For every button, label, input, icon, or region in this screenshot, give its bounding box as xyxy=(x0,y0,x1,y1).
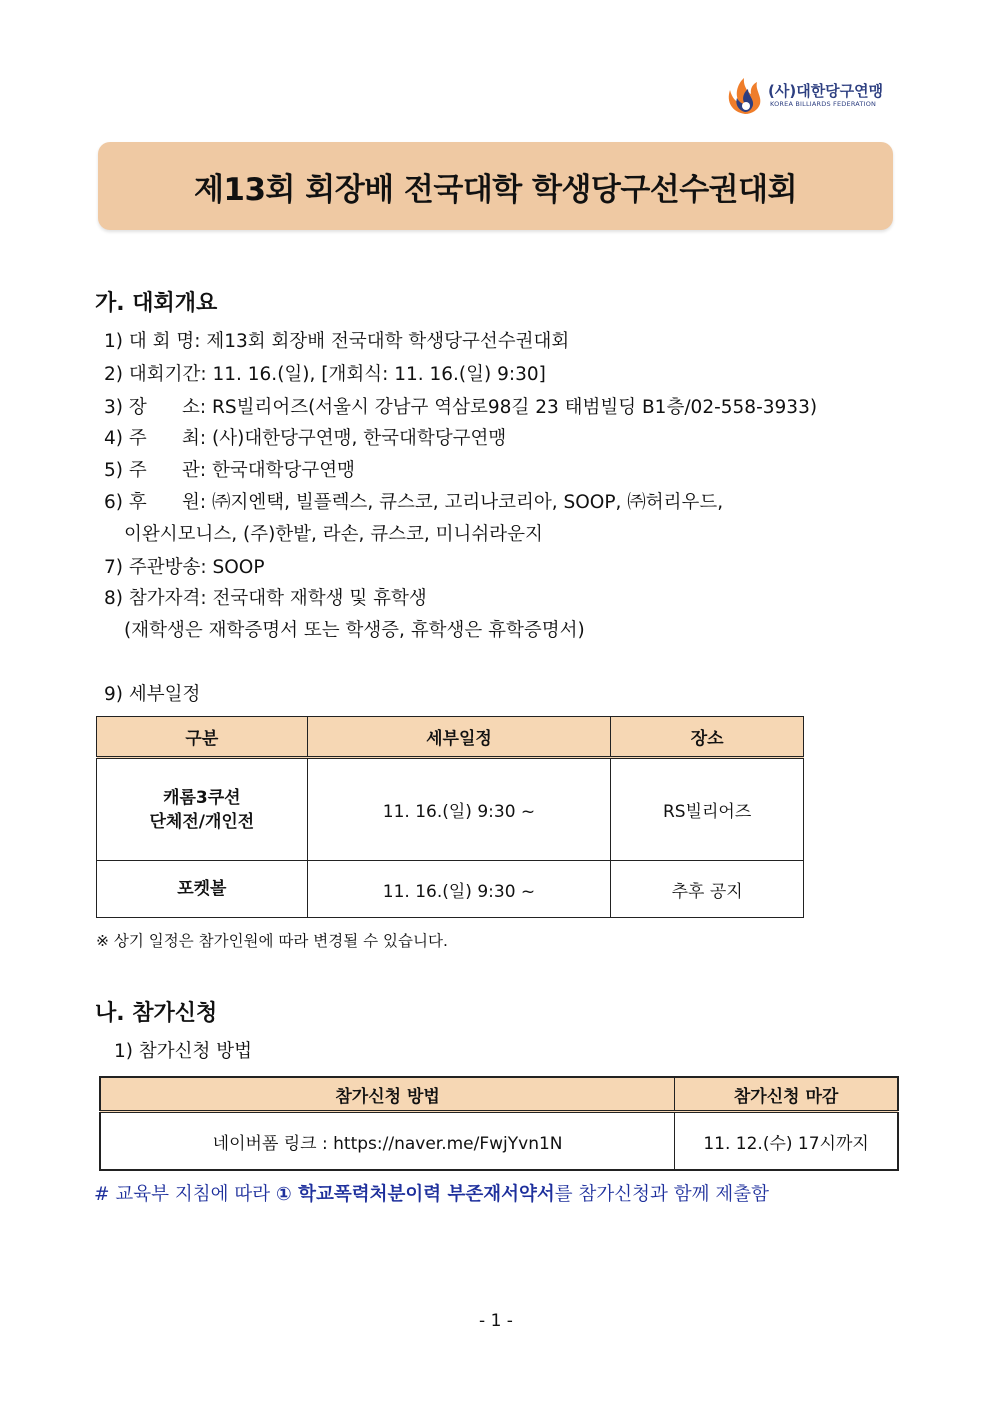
category-line: 단체전/개인전 xyxy=(149,811,255,832)
apply-table xyxy=(99,1076,899,1171)
title-banner xyxy=(98,142,893,230)
schedule-header-place: 장소 xyxy=(611,717,804,758)
overview-item-period: 2) 대회기간: 11. 16.(일), [개회식: 11. 16.(일) 9:30] xyxy=(104,364,546,385)
document-title: 제13회 회장배 전국대학 학생당구선수권대회 xyxy=(193,171,798,208)
overview-item-name: 1) 대 회 명: 제13회 회장배 전국대학 학생당구선수권대회 xyxy=(104,331,570,352)
schedule-header-category: 구분 xyxy=(97,717,308,758)
apply-deadline-cell: 11. 12.(수) 17시까지 xyxy=(675,1112,898,1171)
schedule-note: ※ 상기 일정은 참가인원에 따라 변경될 수 있습니다. xyxy=(96,932,448,950)
overview-item-schedule: 9) 세부일정 xyxy=(104,684,201,705)
overview-item-eligibility: 8) 참가자격: 전국대학 재학생 및 휴학생 xyxy=(104,588,427,609)
overview-item-sponsor-cont: 이완시모니스, (주)한밭, 라손, 큐스코, 미니쉬라운지 xyxy=(124,524,543,545)
logo-korean-text: (사)대한당구연맹 xyxy=(768,82,884,100)
footnote-suffix: 를 참가신청과 함께 제출함 xyxy=(554,1184,769,1205)
schedule-category-cell: 포켓볼 xyxy=(97,861,308,918)
apply-method-link[interactable]: 네이버폼 링크 : https://naver.me/FwjYvn1N xyxy=(100,1112,675,1171)
section-a-heading: 가. 대회개요 xyxy=(95,291,218,316)
overview-item-host: 4) 주 최: (사)대한당구연맹, 한국대학당구연맹 xyxy=(104,428,507,449)
apply-header-deadline: 참가신청 마감 xyxy=(675,1077,898,1112)
schedule-time-cell: 11. 16.(일) 9:30 ~ xyxy=(307,861,611,918)
schedule-place-cell: RS빌리어즈 xyxy=(611,758,804,861)
overview-item-broadcast: 7) 주관방송: SOOP xyxy=(104,557,265,578)
footnote-prefix: # 교육부 지침에 따라 xyxy=(94,1184,276,1205)
table-row xyxy=(100,1112,898,1171)
schedule-place-cell: 추후 공지 xyxy=(611,861,804,918)
federation-logo xyxy=(724,72,904,116)
logo-english-text: KOREA BILLIARDS FEDERATION xyxy=(770,100,877,108)
section-b-heading: 나. 참가신청 xyxy=(95,1001,218,1026)
schedule-time-cell: 11. 16.(일) 9:30 ~ xyxy=(307,758,611,861)
schedule-table xyxy=(96,716,804,918)
overview-item-venue: 3) 장 소: RS빌리어즈(서울시 강남구 역삼로98길 23 태범빌딩 B1층/02-558-3933) xyxy=(104,397,818,418)
overview-item-eligibility-note: (재학생은 재학증명서 또는 학생증, 휴학생은 휴학증명서) xyxy=(124,620,585,641)
apply-method-subheading: 1) 참가신청 방법 xyxy=(114,1041,252,1062)
footnote xyxy=(94,1180,769,1206)
overview-item-organizer: 5) 주 관: 한국대학당구연맹 xyxy=(104,460,355,481)
category-line: 캐롬3쿠션 xyxy=(163,787,241,808)
table-row xyxy=(97,758,804,861)
flame-logo-icon xyxy=(724,72,766,116)
overview-item-sponsor: 6) 후 원: ㈜지엔택, 빌플렉스, 큐스코, 고리나코리아, SOOP, ㈜허리우드, xyxy=(104,492,724,513)
schedule-category-cell xyxy=(97,758,308,861)
apply-header-method: 참가신청 방법 xyxy=(100,1077,675,1112)
table-row xyxy=(97,861,804,918)
schedule-header-time: 세부일정 xyxy=(307,717,611,758)
schedule-header-row xyxy=(97,717,804,758)
apply-header-row xyxy=(100,1077,898,1112)
footnote-bold: ① 학교폭력처분이력 부존재서약서 xyxy=(276,1184,555,1205)
page-number: - 1 - xyxy=(479,1311,513,1331)
